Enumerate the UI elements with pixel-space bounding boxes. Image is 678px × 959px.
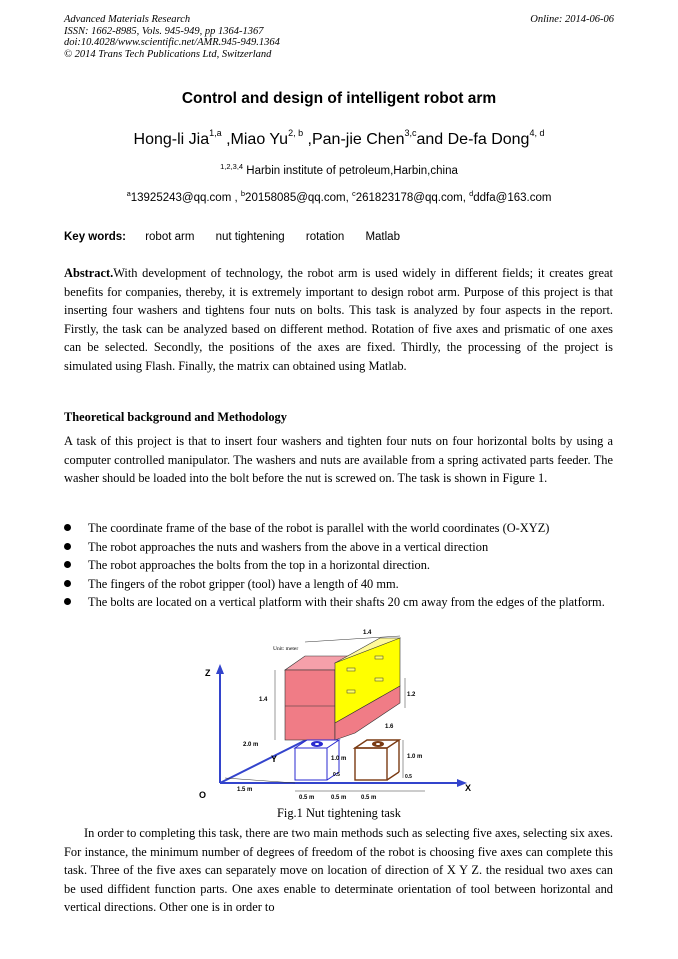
author-name: ,Pan-jie Chen [303, 131, 405, 148]
dim-label: 1.6 [385, 724, 394, 730]
bolt-2 [375, 656, 383, 659]
journal-header [64, 14, 280, 60]
email-sup: d [469, 189, 474, 198]
abstract-label: Abstract. [64, 266, 114, 280]
list-item [64, 575, 613, 594]
brown-feeder-cube [355, 748, 387, 780]
list-item-text: The robot approaches the nuts and washers from the above in a vertical direction [88, 539, 489, 554]
nut-hole [376, 743, 380, 745]
journal-issn: ISSN: 1662-8985, Vols. 945-949, pp 1364-1367 [64, 25, 264, 37]
list-item [64, 556, 613, 575]
figure-caption: Fig.1 Nut tightening task [277, 806, 401, 820]
origin-label: O [199, 790, 207, 800]
dim-label: 1.0 m [407, 754, 423, 760]
section-title: Theoretical background and Methodology [64, 410, 287, 424]
z-axis-arrow [216, 664, 224, 674]
y-axis-label: Y [271, 754, 278, 764]
list-item-text: The coordinate frame of the base of the robot is parallel with the world coordinates (O-XYZ) [88, 521, 550, 535]
bolt-3 [347, 690, 355, 693]
bolt-1 [347, 668, 355, 671]
assumption-list [64, 519, 613, 612]
task-paragraph: A task of this project is that to insert four washers and tighten four nuts on four horizontal bolts by using a computer controlled manipulator. The washers and nuts are available from a spring activated parts feeder. The washer should be loaded into the bolt before the nut is screwed on. The task is shown in Figure 1. [64, 434, 613, 486]
list-item [64, 538, 613, 557]
keyword: robot arm [145, 231, 195, 243]
nut-tightening-figure [195, 628, 485, 808]
washer-hole [315, 743, 319, 745]
affiliation [0, 162, 678, 177]
dim-label: 0.5 m [361, 795, 377, 801]
dim-label: 1.2 [407, 692, 416, 698]
bolt-4 [375, 678, 383, 681]
list-item [64, 593, 613, 612]
unit-label: Unit: meter [273, 646, 299, 652]
author-sup: 3,c [404, 128, 417, 138]
author-list [0, 128, 678, 149]
email-sup: b [240, 189, 246, 198]
keywords-label: Key words: [64, 231, 126, 243]
keyword: rotation [305, 231, 345, 243]
paper-title: Control and design of intelligent robot arm [181, 90, 497, 107]
author-sup: 1,a [209, 128, 222, 138]
author-sup: 4, d [529, 128, 545, 138]
bullet-icon [64, 598, 71, 605]
blue-feeder-cube [295, 748, 327, 780]
z-axis-label: Z [205, 668, 211, 678]
email-address: ddfa@163.com [473, 192, 552, 204]
dim-label: 1.5 m [237, 787, 253, 793]
author-name: and De-fa Dong [416, 131, 530, 148]
journal-doi: doi:10.4028/www.scientific.net/AMR.945-949.1364 [64, 37, 280, 48]
affiliation-sup: 1,2,3,4 [220, 162, 244, 171]
list-item-text: The fingers of the robot gripper (tool) have a length of 40 mm. [88, 576, 399, 591]
dim-label: 1.0 m [331, 756, 347, 762]
email-address: 13925243@qq.com , [130, 192, 241, 204]
dim-label: 2.0 m [243, 742, 259, 748]
list-item-text: The bolts are located on a vertical platform with their shafts 20 cm away from the edges of the platform. [88, 595, 605, 610]
list-item-text: The robot approaches the bolts from the top in a horizontal direction. [88, 558, 431, 573]
abstract [64, 264, 613, 376]
email-address: 20158085@qq.com, [245, 192, 352, 204]
dim-label: 1.4 [363, 630, 372, 636]
abstract-text: With development of technology, the robot arm is used widely in different fields; it creates great benefits for companies, thereby, it is extremely important to design robot arm. Purpose of this project is that inserting four washers and tightens four nuts on bolts. This task is analyzed by four aspects in the report. Firstly, the task can be analyzed based on different method. Rotation of five axes and prismatic of one axes can be selected. Secondly, the positions of the axes are fixed. Thirdly, the processing of the project is simulated using Flash. Finally, the matrix can obtained using Matlab. [64, 266, 613, 373]
bullet-icon [64, 561, 71, 568]
brown-feeder-edge [387, 772, 399, 780]
online-date: Online: 2014-06-06 [530, 14, 614, 25]
bullet-icon [64, 580, 71, 587]
x-axis-label: X [465, 783, 472, 793]
author-sup: 2, b [288, 128, 304, 138]
email-sup: a [126, 189, 131, 198]
email-address: 261823178@qq.com, [355, 192, 470, 204]
affiliation-text: Harbin institute of petroleum,Harbin,china [243, 165, 458, 177]
pink-block-front [285, 670, 335, 740]
dim-label: 0.5 [405, 774, 412, 780]
bullet-icon [64, 524, 71, 531]
author-name: Hong-li Jia [133, 131, 210, 148]
method-paragraph [64, 824, 613, 917]
method-paragraph-text: In order to completing this task, there are two main methods such as selecting five axes, selecting six axes. For instance, the minimum number of degrees of freedom of the robot is choosing five axes can complete this task. Three of the five axes can separately move on location of direction of X Y Z. the residual two axes can be used diffident function parts. One axes enable to determinate orientation of tool between horizontal and vertical directions. Other one is in order to [64, 826, 613, 915]
list-item [64, 519, 613, 538]
y-axis [220, 738, 310, 783]
keyword: Matlab [365, 231, 400, 243]
keyword: nut tightening [215, 231, 285, 243]
author-name: ,Miao Yu [221, 131, 289, 148]
email-list [0, 189, 678, 204]
journal-name: Advanced Materials Research [64, 14, 191, 25]
journal-copyright: © 2014 Trans Tech Publications Ltd, Switzerland [64, 48, 272, 60]
keywords [64, 231, 418, 243]
dim-label: 0.5 m [331, 795, 347, 801]
dim-label: 0.5 [333, 772, 340, 778]
bullet-icon [64, 543, 71, 550]
dim-label: 0.5 m [299, 795, 315, 801]
dim-label: 1.4 [259, 697, 268, 703]
email-sup: c [352, 189, 356, 198]
